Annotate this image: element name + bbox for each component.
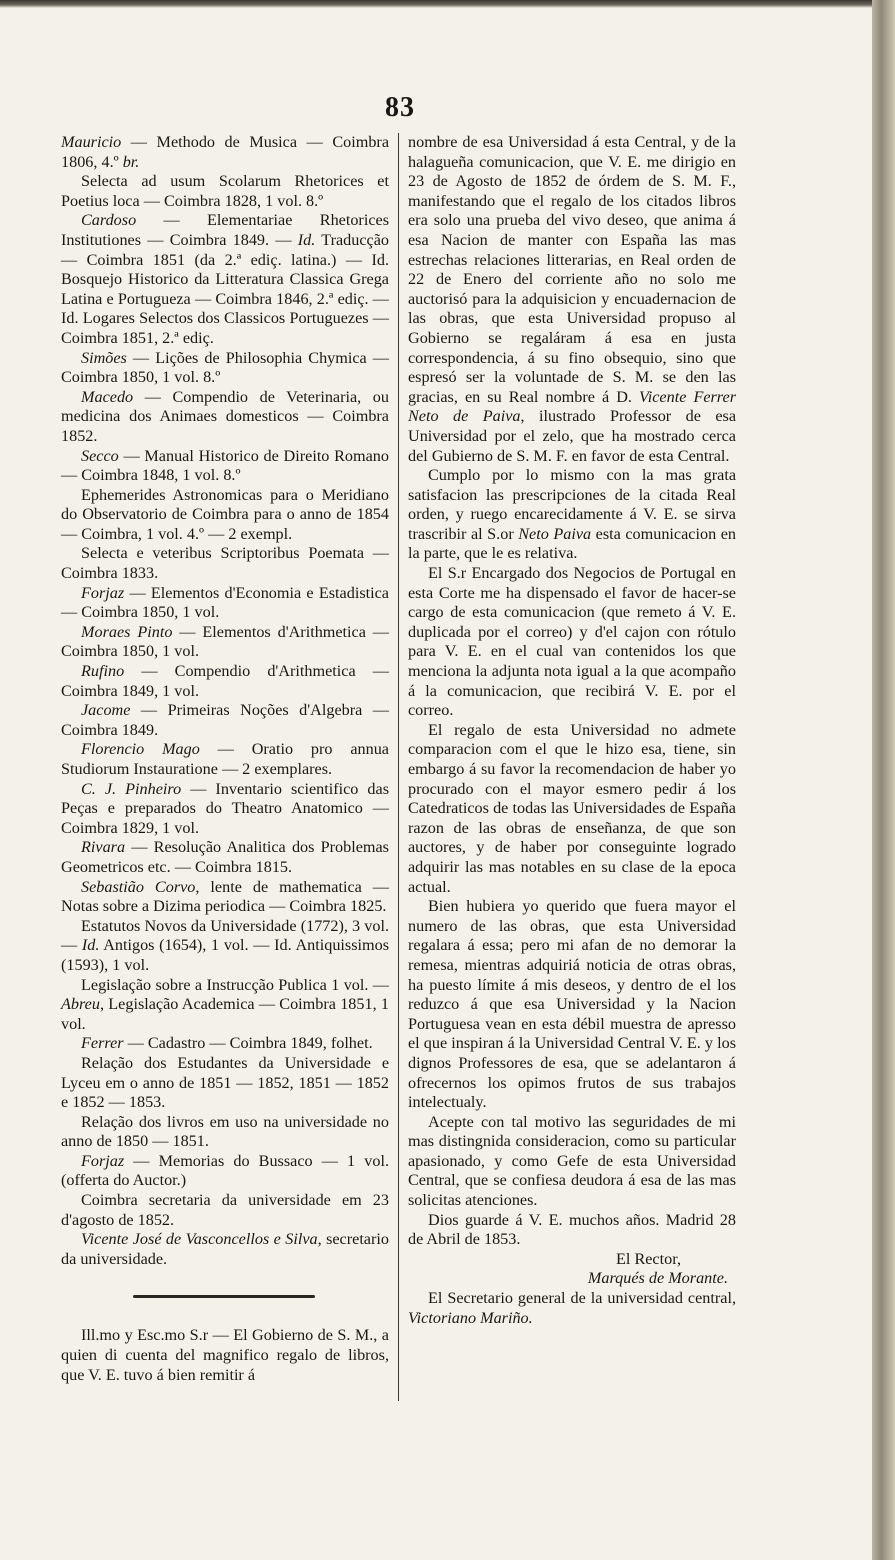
entry-author: Sebastião Corvo: [81, 877, 196, 896]
entry-text: Relação dos livros em uso na universidade no anno de 1850 — 1851.: [61, 1112, 389, 1151]
paragraph-text: El S.r Encargado dos Negocios de Portugal en esta Corte me ha dispensado el favor de hacer-se cargo de esta comunicacion (que remeto á V. E. duplicada por el correo) y d'el cajon con rótulo para V. E. en el cual van contenidos los que menciona la adjunta nota igual a la que acompaño á la comunicacion, que recibirá V. E. por el correo.: [408, 564, 736, 720]
entry-text: — Memorias do Bussaco — 1 vol. (offerta do Auctor.): [61, 1151, 389, 1190]
entry-author: br.: [122, 152, 140, 171]
paragraph-text: Cumplo por lo mismo con la mas grata satisfacion las prescripciones de la citada Real orden, y ruego encarecidamente á V. E. se sirva trascribir al S.or: [408, 466, 736, 543]
entry-author: Abreu: [61, 995, 100, 1014]
entry-author: Forjaz: [81, 583, 125, 602]
column-divider: [398, 133, 399, 1401]
paragraph-text: esta comunicacion en la parte, que le es relativa.: [408, 524, 736, 563]
catalog-entry: [61, 388, 389, 447]
entry-text: Antigos (1654), 1 vol. — Id. Antiquissimos (1593), 1 vol.: [61, 936, 389, 974]
book-spine-edge: [872, 0, 895, 1560]
letter-paragraph: [408, 721, 736, 897]
catalog-entry: [61, 584, 389, 623]
entry-text: — Elementos d'Arithmetica — Coimbra 1850, 1 vol.: [61, 622, 389, 661]
catalog-entry: [61, 701, 389, 740]
entry-text: — Elementos d'Economia e Estadistica — Coimbra 1850, 1 vol.: [61, 583, 389, 622]
entry-author: Moraes Pinto: [81, 622, 173, 641]
entry-text: Selecta e veteribus Scriptoribus Poemata — Coimbra 1833.: [61, 544, 389, 583]
right-column: [408, 133, 736, 1328]
catalog-entry: [61, 976, 389, 1035]
entry-author: Ferrer: [81, 1034, 124, 1053]
paragraph-text: , ilustrado Professor de esa Universidad por el zelo, que ha mostrado cerca del Gubierno de S. M. F. en favor de esta Central.: [408, 407, 737, 465]
entry-text: Coimbra secretaria da universidade em 23 d'agosto de 1852.: [61, 1191, 389, 1229]
catalog-entry: [61, 1230, 389, 1269]
entry-text: — Lições de Philosophia Chymica — Coimbra 1850, 1 vol. 8.º: [61, 348, 389, 387]
entry-text: — Oratio pro annua Studiorum Instauratione — 2 exemplares.: [61, 740, 389, 778]
rector-name: [408, 1269, 736, 1289]
entry-text: — Primeiras Noções d'Algebra — Coimbra 1849.: [61, 701, 389, 739]
entry-text: — Cadastro — Coimbra 1849, folhet.: [123, 1034, 373, 1053]
catalog-entry: [61, 780, 389, 839]
entry-text: Traducção — Coimbra 1851 (da 2.ª ediç. latina.) — Id. Bosquejo Historico da Litteratura Classica Grega Latina e Portugueza — Coimbra 1846, 2.ª ediç. — Id. Logares Selectos dos Classicos Portuguezes — Coimbra 1851, 2.ª ediç.: [61, 230, 390, 347]
catalog-entry: [61, 838, 389, 877]
entry-text: , Legislação Academica — Coimbra 1851, 1 vol.: [61, 995, 389, 1033]
entry-author: Id.: [81, 936, 100, 955]
letter-paragraph: [408, 897, 736, 1113]
entry-text: Relação dos Estudantes da Universidade e Lyceu em o anno de 1851 — 1852, 1851 — 1852 e 1852 — 1853.: [61, 1053, 389, 1112]
entry-text: Ephemerides Astronomicas para o Meridiano do Observatorio de Coimbra para o anno de 1854 — Coimbra, 1 vol. 4.º — 2 exempl.: [61, 485, 389, 543]
entry-author: Id.: [297, 230, 316, 249]
entry-author: Cardoso: [81, 211, 137, 230]
person-name: Neto Paiva: [518, 524, 592, 543]
catalog-entry: [61, 133, 389, 172]
catalog-entry: [61, 1054, 389, 1113]
letter-paragraph: [408, 466, 736, 564]
entry-author: Rivara: [81, 838, 126, 857]
catalog-entry: [61, 623, 389, 662]
secretary-title: El Secretario general de la universidad central,: [428, 1289, 736, 1308]
entry-text: , secretario da universidade.: [61, 1230, 389, 1268]
entry-text: Selecta ad usum Scolarum Rhetorices et Poetius loca — Coimbra 1828, 1 vol. 8.º: [61, 172, 389, 210]
paragraph-text: Dios guarde á V. E. muchos años. Madrid 28 de Abril de 1853.: [408, 1210, 736, 1249]
entry-author: Vicente José de Vasconcellos e Silva: [81, 1230, 318, 1249]
page-top-edge: [0, 0, 872, 8]
letter-paragraph: [408, 1113, 736, 1211]
secretary-line: [408, 1289, 736, 1328]
entry-author: Macedo: [81, 387, 134, 406]
catalog-entry: [61, 878, 389, 917]
entry-text: Estatutos Novos da Universidade (1772), 3 vol. —: [61, 916, 389, 955]
letter-paragraph: [408, 564, 736, 721]
catalog-entry: [61, 544, 389, 583]
catalog-entry: [61, 349, 389, 388]
catalog-entry: [61, 211, 389, 348]
paragraph-text: El regalo de esta Universidad no admete comparacion com el que le hizo esa, tiene, sin embargo á su favor la recomendacion de haber yo procurado con el mayor esmero pedir á los Catedraticos de todas las Universidades de España razon de las obras de enseñanza, de que son auctores, y de haber por conseguinte logrado adquirir las mas notables en su clase de la epoca actual.: [408, 720, 736, 896]
entry-author: Secco: [81, 446, 119, 465]
entry-text: — Inventario scientifico das Peças e preparados do Theatro Anatomico — Coimbra 1829, 1 vol.: [61, 779, 389, 837]
entry-author: Florencio Mago: [81, 740, 200, 759]
catalog-entry: [61, 172, 389, 211]
section-rule: [133, 1295, 315, 1298]
entry-text: — Resolução Analitica dos Problemas Geometricos etc. — Coimbra 1815.: [61, 838, 389, 876]
letter-paragraph: [408, 1211, 736, 1250]
catalog-entry: [61, 1034, 389, 1054]
left-column: [61, 133, 389, 1385]
entry-author: Jacome: [81, 701, 131, 720]
catalog-entry: [61, 1191, 389, 1230]
catalog-entry: [61, 486, 389, 545]
entry-text: — Compendio d'Arithmetica — Coimbra 1849, 1 vol.: [61, 662, 389, 700]
entry-text: , lente de mathematica — Notas sobre a Dizima periodica — Coimbra 1825.: [61, 877, 389, 916]
letter-paragraph: [408, 133, 736, 466]
paragraph-text: Acepte con tal motivo las seguridades de mi mas distingnida consideracion, como su particular apasionado, y como Gefe de esta Universidad Central, que se confiesa deudora á esa de las mas solicitas atenciones.: [408, 1112, 736, 1210]
entry-author: Mauricio: [61, 133, 122, 151]
entry-text: Legislação sobre a Instrucção Publica 1 vol. —: [81, 975, 389, 994]
entry-text: — Elementariae Rhetorices Institutiones — Coimbra 1849. —: [61, 211, 389, 249]
paragraph-text: Bien hubiera yo querido que fuera mayor el numero de las obras, que esta Universidad regalara á essa; pero mi afan de no demorar la remesa, mientras adquiriá noticia de otras obras, ha puesto límite á mis deseos, y dentro de el los reduzco á que esa Universidad y la Nacion Portuguesa vean en esta débil muestra de apresso el que inspiran á la Universidad Central V. E. y los dignos Professores de esa, que se adelantaron á ofrecernos los opimos frutos de sus trabajos intelectualy.: [408, 897, 736, 1112]
paragraph-text: nombre de esa Universidad á esta Central, y de la halagueña comunicacion, que V. E. me dirigio en 23 de Agosto de 1852 de órdem de S. M. F., manifestando que el regalo de los citados libros era solo una prueba del vivo deseo, que anima á esa Nacion de manter con España las mas estrechas relaciones litterarias, en Real orden de 22 de Enero del corriente año no solo me auctorisó para la adquisicion y encuadernacion de las obras, que esta Universidad propuso al Gobierno se regaláram á esa en justa correspondencia, á su fino obsequio, sino que espresó ser la voluntade de S. M. se den las gracias, en su Real nombre á D.: [408, 133, 736, 406]
entry-author: C. J. Pinheiro: [81, 779, 182, 798]
page-number: 83: [385, 92, 415, 123]
catalog-entry: [61, 447, 389, 486]
letter-opening: Ill.mo y Esc.mo S.r — El Gobierno de S. M., a quien di cuenta del magnifico regalo de libros, que V. E. tuvo á bien remitir á: [61, 1326, 389, 1384]
entry-text: — Manual Historico de Direito Romano — Coimbra 1848, 1 vol. 8.º: [61, 446, 389, 485]
rector-label: El Rector,: [616, 1249, 681, 1268]
entry-text: — Compendio de Veterinaria, ou medicina dos Animaes domesticos — Coimbra 1852.: [61, 387, 389, 445]
catalog-entry: [61, 740, 389, 779]
catalog-entry: [61, 1113, 389, 1152]
secretary-signature: Victoriano Mariño.: [408, 1308, 533, 1327]
person-name: Vicente Ferrer Neto de Paiva: [408, 387, 736, 426]
entry-author: Simões: [81, 348, 127, 367]
entry-author: Forjaz: [81, 1151, 125, 1170]
rector-signature: Marqués de Morante.: [587, 1269, 728, 1288]
catalog-entry: [61, 662, 389, 701]
entry-author: Rufino: [81, 662, 125, 681]
entry-text: — Methodo de Musica — Coimbra 1806, 4.º: [61, 133, 389, 171]
catalog-entry: [61, 1152, 389, 1191]
catalog-entry: [61, 917, 389, 976]
